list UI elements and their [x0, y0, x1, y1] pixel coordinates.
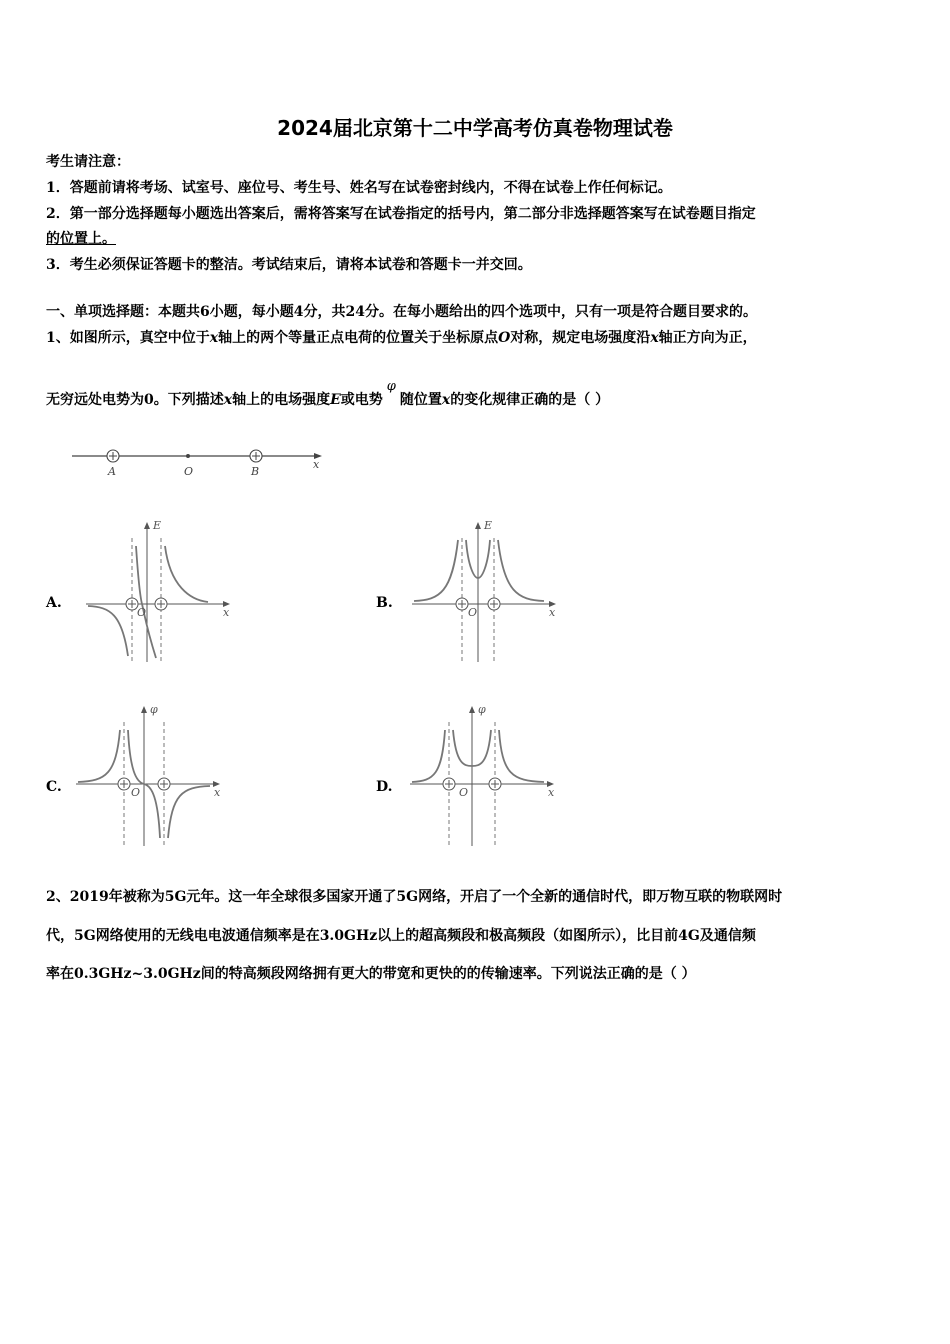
svg-text:O: O [137, 606, 147, 619]
label-x: x [313, 458, 320, 471]
section-1-heading: 一、单项选择题：本题共6小题，每小题4分，共24分。在每小题给出的四个选项中，只有一项是符合题目要求的。 [46, 304, 757, 320]
question-2-line-3: 率在0.3GHz~3.0GHz间的特高频段网络拥有更大的带宽和更快的的传输速率。下列说法正确的是（ ） [46, 966, 696, 982]
option-b-graph [406, 516, 566, 666]
notice-item-2b: 的位置上。 [46, 231, 116, 247]
label-b: B [251, 465, 260, 478]
question-2-line-1: 2、2019年被称为5G元年。这一年全球很多国家开通了5G网络，开启了一个全新的通信时代，即万物互联的物联网时 [46, 889, 783, 905]
svg-text:E: E [484, 519, 493, 532]
svg-text:O: O [459, 786, 469, 799]
question-1-line-2: 无穷远处电势为0。下列描述x轴上的电场强度E或电势φ随位置x的变化规律正确的是（ ） [46, 379, 610, 408]
question-1-line-1: 1、如图所示，真空中位于x轴上的两个等量正点电荷的位置关于坐标原点O对称，规定电场强度沿x轴正方向为正， [46, 330, 757, 346]
notice-item-3: 3．考生必须保证答题卡的整洁。考试结束后，请将本试卷和答题卡一并交回。 [46, 257, 532, 273]
svg-text:x: x [549, 606, 556, 619]
svg-text:O: O [468, 606, 478, 619]
option-c-graph [70, 700, 230, 850]
svg-text:x: x [548, 786, 555, 799]
option-d-graph [404, 700, 564, 850]
svg-text:O: O [131, 786, 141, 799]
option-a-graph [80, 516, 240, 666]
svg-text:E: E [153, 519, 162, 532]
page-title: 2024届北京第十二中学高考仿真卷物理试卷 [277, 116, 673, 140]
label-a: A [108, 465, 116, 478]
svg-text:φ: φ [478, 703, 486, 716]
charge-axis-diagram [66, 444, 336, 480]
notice-item-1: 1．答题前请将考场、试室号、座位号、考生号、姓名写在试卷密封线内，不得在试卷上作任何标记。 [46, 180, 672, 196]
label-o: O [184, 465, 194, 478]
option-c-label: C. [46, 779, 62, 795]
svg-text:φ: φ [150, 703, 158, 716]
question-2-line-2: 代，5G网络使用的无线电电波通信频率是在3.0GHz以上的超高频段和极高频段（如图所示），比目前4G及通信频 [46, 928, 756, 944]
option-b-label: B. [376, 595, 393, 611]
notice-heading: 考生请注意： [46, 154, 130, 170]
option-d-label: D. [376, 779, 393, 795]
svg-text:x: x [223, 606, 230, 619]
notice-item-2a: 2．第一部分选择题每小题选出答案后，需将答案写在试卷指定的括号内，第二部分非选择题答案写在试卷题目指定 [46, 206, 756, 222]
option-a-label: A. [46, 595, 62, 611]
svg-text:x: x [214, 786, 221, 799]
